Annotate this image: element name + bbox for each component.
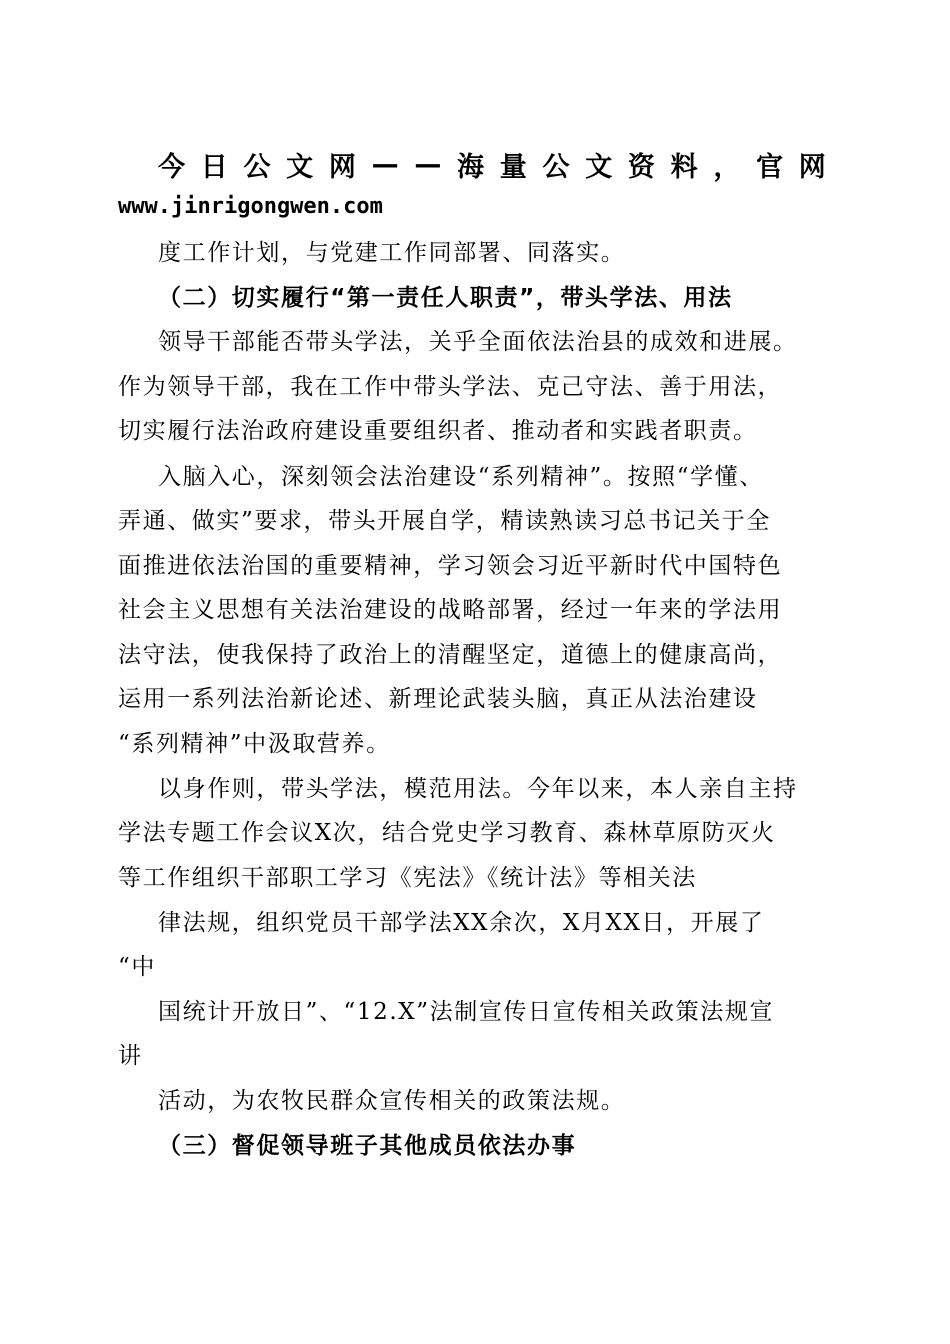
header-char: — [371,148,399,180]
header-char: 文 [286,151,314,183]
site-header-title [158,142,826,186]
paragraph-line: “系列精神”中汲取营养。 [118,731,391,757]
paragraph-line: 法守法，使我保持了政治上的清醒坚定，道德上的健康高尚， [118,642,783,668]
paragraph-line: 学法专题工作会议X次，结合党史学习教育、森林草原防灭火 [118,820,776,846]
header-char: 今 [158,151,185,183]
section-heading-3: （三）督促领导班子其他成员依法办事 [158,1133,577,1159]
header-char: 网 [328,151,356,183]
paragraph-line: 弄通、做实”要求，带头开展自学，精读熟读习总书记关于全 [118,508,771,534]
site-header-url: www.jinrigongwen.com [118,194,383,219]
paragraph-line: 入脑入心，深刻领会法治建设“系列精神”。按照“学懂、 [158,464,764,490]
header-char: 官 [756,151,784,183]
header-char: 文 [585,151,613,183]
header-char: 海 [457,151,485,183]
header-char: 网 [798,151,826,183]
header-char: — [414,148,442,180]
header-char: 公 [243,151,271,183]
paragraph-line: “中 [118,954,156,980]
paragraph-line: 面推进依法治国的重要精神，学习领会习近平新时代中国特色 [118,553,783,579]
paragraph-line: 等工作组织干部职工学习《宪法》《统计法》等相关法 [118,865,697,891]
paragraph-line: 国统计开放日”、“12.X”法制宣传日宣传相关政策法规宣 [158,999,775,1025]
paragraph-line: 律法规，组织党员干部学法XX余次，X月XX日，开展了 [158,910,765,936]
paragraph-line: 活动，为农牧民群众宣传相关的政策法规。 [158,1088,626,1114]
header-char: 日 [200,151,228,183]
header-char: 料 [670,151,698,183]
header-char: 公 [542,151,570,183]
paragraph-line: 以身作则，带头学法，模范用法。今年以来，本人亲自主持 [158,776,798,802]
paragraph-line: 领导干部能否带头学法，关乎全面依法治县的成效和进展。 [158,329,798,355]
paragraph-line: 社会主义思想有关法治建设的战略部署，经过一年来的学法用 [118,597,783,623]
header-char: 量 [499,151,527,183]
paragraph-line: 运用一系列法治新论述、新理论武装头脑，真正从法治建设 [118,686,758,712]
header-char: ， [713,151,741,183]
header-char: 资 [627,151,655,183]
paragraph-line: 作为领导干部，我在工作中带头学法、克己守法、善于用法， [118,374,783,400]
paragraph-line: 讲 [118,1043,143,1069]
paragraph-line: 度工作计划，与党建工作同部署、同落实。 [158,240,626,266]
paragraph-line: 切实履行法治政府建设重要组织者、推动者和实践者职责。 [118,418,758,444]
section-heading-2: （二）切实履行“第一责任人职责”，带头学法、用法 [158,285,733,311]
